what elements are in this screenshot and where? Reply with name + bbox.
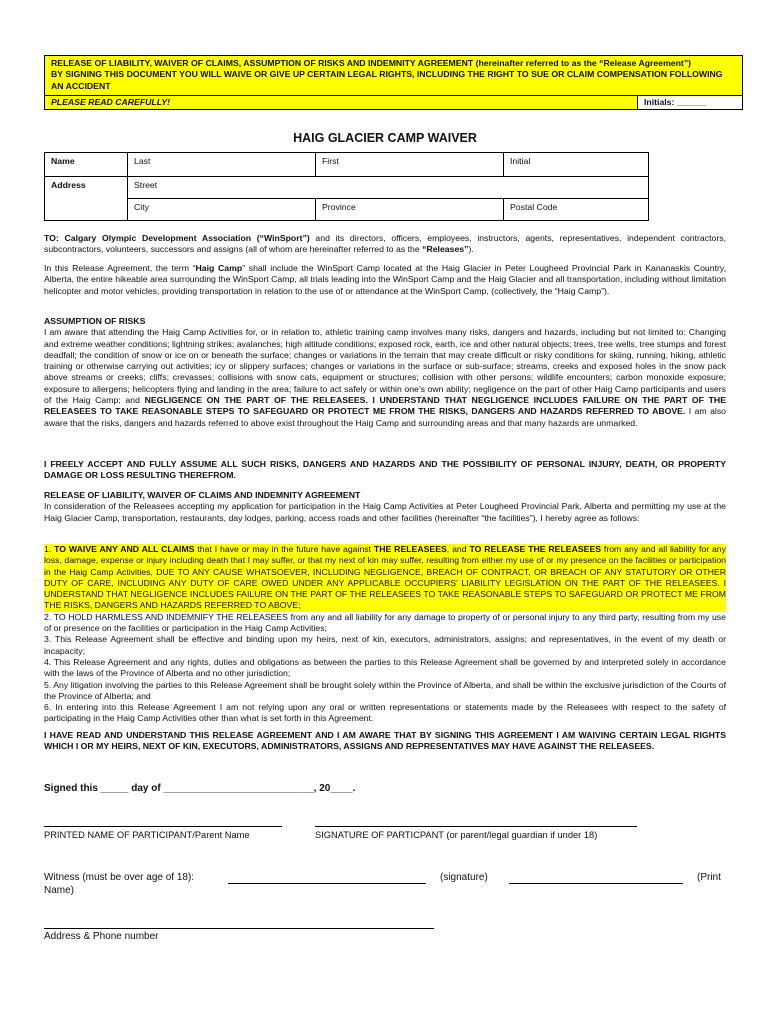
item-2: 2. TO HOLD HARMLESS AND INDEMNIFY THE RELEASEES from any and all liability for any damage to property of or personal injury to any third party, resulting from my use of or presence on the facilities or participation in the Haig Camp Activities; [44, 611, 726, 634]
assumption-section [44, 316, 726, 429]
release-text: In consideration of the Releasees accepting my application for participation in the Haig Camp Activities at Peter Lougheed Provincial Park, Alberta and permitting my use at the Haig Glacier Camp, transportation, restaurants, day lodges, parking, access roads and other facilities (hereinafter “the facilities”), I hereby agree as follows: [44, 501, 726, 523]
assumption-text: I am aware that attending the Haig Camp Activities for, or in relation to, athletic training camp involves many risks, dangers and hazards, including but not limited to: Changing and extreme weather conditions; lightning strikes; avalanches; high altitude conditions; exposed rock, earth, ice and other natural objects; trees, tree wells, tree stumps and forest deadfall; the condition of snow or ice on or beneath the surface; changes or variations in the terrain that may create difficult or risky conditions for skiing, running, hiking, athletic training or otherwise carrying out activities; icy or slippery surfaces; changes or variations in the surface or sub-surface; streams, creeks and exposed holes in the snow pack above streams or creeks; cliffs; crevasses; collisions with snow cats, equipment or structures; collision with other persons; wildlife encounters; carbon monoxide exposure; exposure to allergens; helicopters flying and landing in the area; failure to act safely or within one’s own ability; negligence on the part of other Haig Camp participants and users of the Haig Camp; and [44, 327, 726, 406]
item-1-text-3: from any and all liability for any loss, damage, expense or injury including death that I may suffer, or that my next of kin may suffer, resulting from either my use of or my presence on the facilities or participation in the Haig Camp Activities, DUE TO ANY CAUSE WHATSOEVER, INCLUDING NEGLIGENCE, BREACH OF CONTRACT, OR BREACH OF ANY STATUTORY OR OTHER DUTY OF CARE, INCLUDING ANY DUTY OF CARE OWED UNDER ANY APPLICABLE OCCUPIERS’ LIABILITY LEGISLATION ON THE PART OF THE RELEASEES. I UNDERSTAND THAT NEGLIGENCE INCLUDES FAILURE ON THE PART OF THE RELEASEES TO TAKE REASONABLE STEPS TO SAFEGUARD OR PROTECT ME FROM THE RISKS, DANGERS AND HAZARDS REFERRED TO ABOVE; [44, 544, 726, 611]
assumption-negligence: NEGLIGENCE ON THE PART OF THE RELEASEES. I UNDERSTAND THAT NEGLIGENCE INCLUDES FAILURE ON THE PART OF THE RELEASEES TO TAKE REASONABLE STEPS TO SAFEGUARD OR PROTECT ME FROM THE RISKS, DANGERS AND HAZARDS REFERRED TO ABOVE. [44, 395, 726, 417]
to-end: ). [468, 244, 474, 255]
witness-name-line[interactable] [228, 883, 426, 884]
assumption-tail: I am also aware that the risks, dangers and hazards referred to above exist throughout the Haig Camp and surrounding areas and that many hazards are unmarked. [44, 406, 727, 428]
city-field[interactable]: City [128, 199, 316, 221]
last-name-field[interactable]: Last [128, 153, 316, 177]
address-phone-line[interactable] [44, 928, 434, 929]
item-1 [44, 544, 726, 612]
item-1-bold-1: TO WAIVE ANY AND ALL CLAIMS [54, 544, 195, 554]
witness-label: Witness (must be over age of 18): [44, 872, 195, 883]
signed-date-line[interactable]: Signed this _____ day of ___________________________, 20____. [44, 783, 356, 794]
province-field[interactable]: Province [316, 199, 504, 221]
header-notice [45, 56, 742, 96]
final-acknowledgement: I HAVE READ AND UNDERSTAND THIS RELEASE AGREEMENT AND I AM AWARE THAT BY SIGNING THIS AGREEMENT I AM WAIVING CERTAIN LEGAL RIGHTS WHICH I OR MY HEIRS, NEXT OF KIN, EXECUTORS, ADMINISTRATORS, ASSIGNS AND REPRESENTATIVES MAY HAVE AGAINST THE RELEASEES. [44, 730, 726, 752]
signature-line[interactable] [315, 826, 637, 827]
to-paragraph [44, 233, 726, 256]
item-1-number: 1. [44, 544, 55, 554]
haig-camp-definition [44, 263, 726, 297]
name-label: Name [45, 153, 128, 177]
initial-field[interactable]: Initial [504, 153, 649, 177]
print-label: (Print [697, 872, 721, 883]
assumption-heading: ASSUMPTION OF RISKS [44, 316, 146, 326]
item-1-bold-2: THE RELEASEES [373, 544, 447, 554]
address-phone-label: Address & Phone number [44, 931, 159, 942]
release-heading: RELEASE OF LIABILITY, WAIVER OF CLAIMS AND INDEMNITY AGREEMENT [44, 490, 361, 500]
releases-term: “Releases” [422, 244, 469, 255]
accept-risks-statement: I FREELY ACCEPT AND FULLY ASSUME ALL SUCH RISKS, DANGERS AND HAZARDS AND THE POSSIBILITY OF PERSONAL INJURY, DEATH, OR PROPERTY DAMAGE OR LOSS RESULTING THEREFROM. [44, 459, 726, 481]
address-label: Address [45, 177, 128, 221]
to-party: TO: Calgary Olympic Development Association (“WinSport”) [44, 233, 310, 243]
page-title: HAIG GLACIER CAMP WAIVER [293, 131, 477, 145]
item-1-text-2: , and [446, 544, 470, 554]
camp-pre: In this Release Agreement, the term “ [44, 263, 196, 273]
item-1-text-1: that I have or may in the future have against [194, 544, 374, 554]
printed-name-label: PRINTED NAME OF PARTICIPANT/Parent Name [44, 830, 250, 840]
read-carefully-label: PLEASE READ CAREFULLY! [45, 96, 638, 109]
item-5: 5. Any litigation involving the parties to this Release Agreement shall be brought solely within the Province of Alberta, and shall be within the exclusive jurisdiction of the Courts of the Province of Alberta; and [44, 679, 726, 701]
first-name-field[interactable]: First [316, 153, 504, 177]
header-box [44, 55, 743, 110]
street-field[interactable]: Street [128, 177, 649, 199]
release-items [44, 544, 726, 725]
printed-name-line[interactable] [44, 826, 282, 827]
postal-code-field[interactable]: Postal Code [504, 199, 649, 221]
participant-info-table [44, 152, 649, 221]
initials-field[interactable]: Initials: ______ [638, 96, 742, 109]
header-line-2: BY SIGNING THIS DOCUMENT YOU WILL WAIVE OR GIVE UP CERTAIN LEGAL RIGHTS, INCLUDING THE RIGHT TO SUE OR CLAIM COMPENSATION FOLLOWING AN ACCIDENT [51, 69, 723, 91]
item-3: 3. This Release Agreement shall be effective and binding upon my heirs, next of kin, executors, administrators, assigns; and representatives, in the event of my death or incapacity; [44, 634, 726, 656]
witness-signature-line[interactable] [509, 883, 683, 884]
camp-term: Haig Camp [195, 263, 243, 273]
item-6: 6. In entering into this Release Agreement I am not relying upon any oral or written representations or statements made by the Releasees with respect to the safety of participating in the Haig Camp Activities other than what is set forth in this Agreement. [44, 702, 726, 724]
item-1-bold-3: TO RELEASE THE RELEASEES [469, 544, 602, 554]
to-text: and its directors, officers, employees, instructors, agents, representatives, independent contractors, subcontractors, volunteers, successors and assigns (all of whom are hereinafter referred to as the [44, 233, 726, 255]
witness-signature-label: (signature) [440, 872, 488, 883]
signature-label: SIGNATURE OF PARTICPANT (or parent/legal guardian if under 18) [315, 830, 598, 840]
name-label-cont: Name) [44, 885, 75, 896]
header-line-1: RELEASE OF LIABILITY, WAIVER OF CLAIMS, ASSUMPTION OF RISKS AND INDEMNITY AGREEMENT (hereinafter referred to as the “Release Agreement”) [51, 58, 692, 68]
item-4: 4. This Release Agreement and any rights, duties and obligations as between the parties to this Release Agreement shall be governed by and interpreted solely in accordance with the laws of the Province of Alberta and no other jurisdiction; [44, 656, 726, 679]
release-section [44, 490, 726, 524]
camp-text: ” shall include the WinSport Camp located at the Haig Glacier in Peter Lougheed Provincial Park in Kananaskis Country, Alberta, the entire hikeable area surrounding the WinSport Camp, all trials leading into the WinSport Camp and the Haig Glacier and all transportation, including without limitation helicopter and motor vehicles, providing transportation in relation to the use of or attendance at the WinSport Camp, (collectively, the “Haig Camp”). [44, 263, 726, 296]
